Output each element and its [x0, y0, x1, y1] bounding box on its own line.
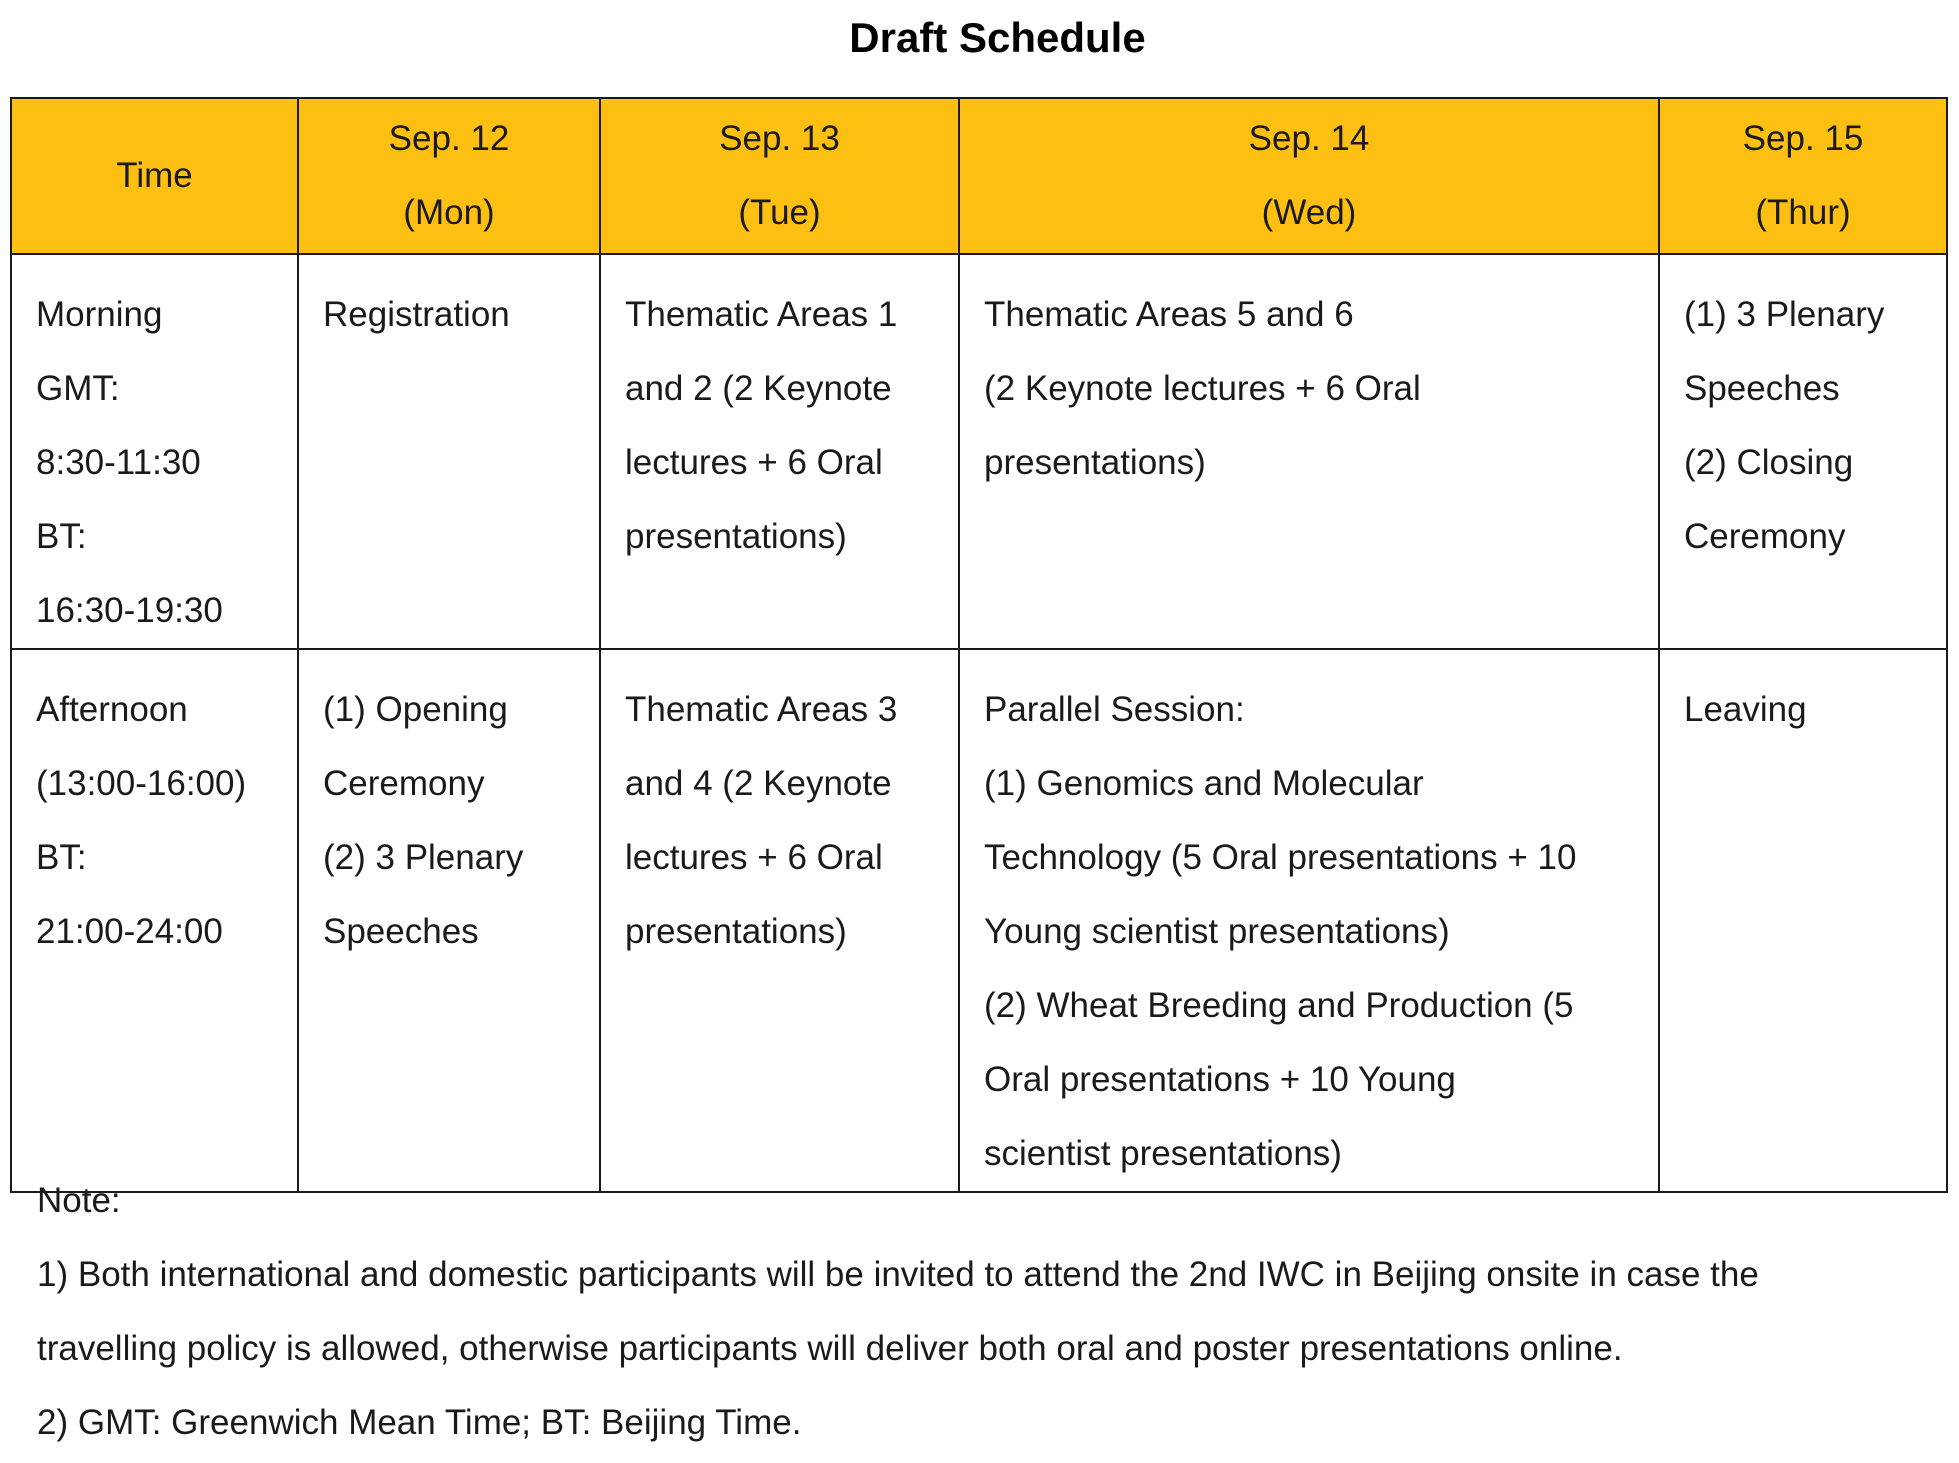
table-row-morning	[11, 254, 1947, 649]
time-cell-morning: Morning GMT: 8:30-11:30 BT: 16:30-19:30	[11, 254, 298, 649]
header-day-mon: Sep. 12 (Mon)	[298, 98, 600, 254]
schedule-cell: (1) 3 Plenary Speeches (2) Closing Ceremony	[1659, 254, 1947, 649]
page-title: Draft Schedule	[849, 14, 1146, 61]
header-day-tue: Sep. 13 (Tue)	[600, 98, 959, 254]
notes-heading: Note:	[37, 1181, 121, 1220]
schedule-cell: Thematic Areas 1 and 2 (2 Keynote lectures + 6 Oral presentations)	[600, 254, 959, 649]
note-line: 1) Both international and domestic participants will be invited to attend the 2nd IWC in Beijing onsite in case the	[37, 1255, 1759, 1294]
schedule-table	[10, 97, 1948, 1193]
header-row	[11, 98, 1947, 254]
time-cell-afternoon: Afternoon (13:00-16:00) BT: 21:00-24:00	[11, 649, 298, 1192]
schedule-cell: Thematic Areas 5 and 6 (2 Keynote lectures + 6 Oral presentations)	[959, 254, 1659, 649]
schedule-cell: (1) Opening Ceremony (2) 3 Plenary Speeches	[298, 649, 600, 1192]
schedule-cell: Thematic Areas 3 and 4 (2 Keynote lectures + 6 Oral presentations)	[600, 649, 959, 1192]
table-row-afternoon	[11, 649, 1947, 1192]
header-day-thur: Sep. 15 (Thur)	[1659, 98, 1947, 254]
note-line: 2) GMT: Greenwich Mean Time; BT: Beijing Time.	[37, 1403, 802, 1442]
schedule-cell: Registration	[298, 254, 600, 649]
schedule-cell: Leaving	[1659, 649, 1947, 1192]
note-line: travelling policy is allowed, otherwise participants will deliver both oral and poster presentations online.	[37, 1329, 1623, 1368]
notes-section	[37, 1164, 1957, 1460]
header-time: Time	[11, 98, 298, 254]
schedule-cell: Parallel Session: (1) Genomics and Molecular Technology (5 Oral presentations + 10 Young scientist presentations) (2) Wheat Breeding and Production (5 Oral presentations + 10 Young scientist presentations)	[959, 649, 1659, 1192]
header-day-wed: Sep. 14 (Wed)	[959, 98, 1659, 254]
